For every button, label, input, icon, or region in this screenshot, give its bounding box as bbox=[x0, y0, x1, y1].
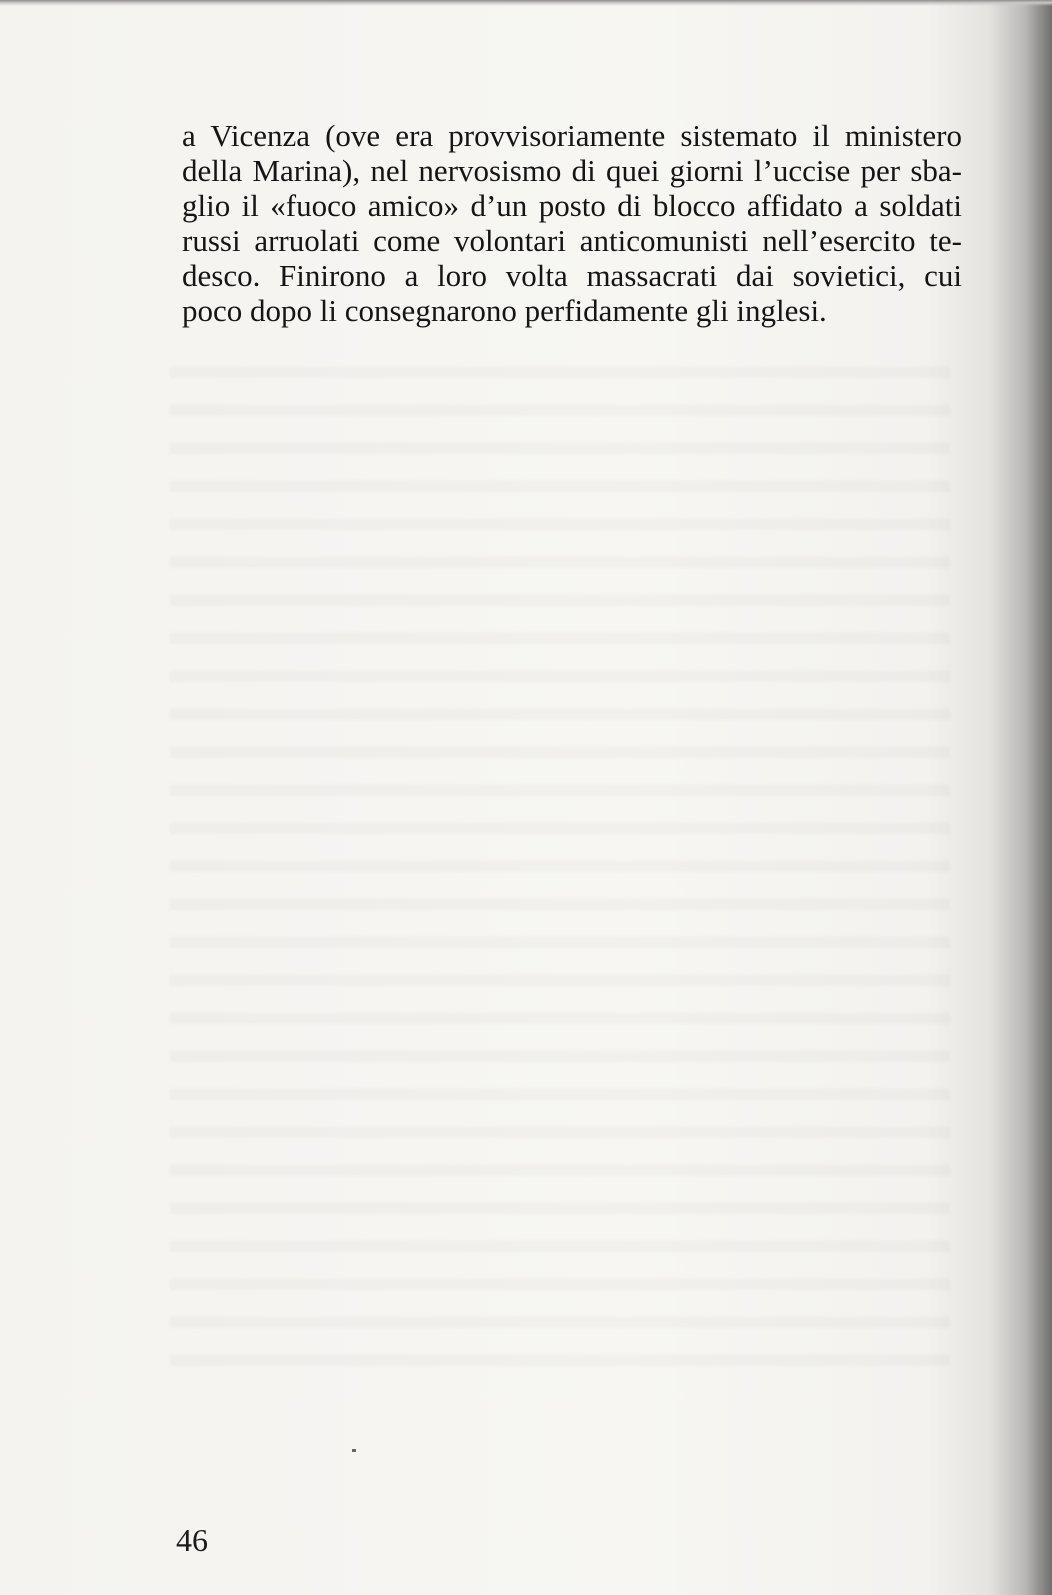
text-line: della Marina), nel nervosismo di quei giorni l’uccise per sba- bbox=[182, 153, 962, 188]
body-paragraph bbox=[182, 118, 962, 328]
ink-speck bbox=[352, 1449, 356, 1452]
page-top-edge bbox=[0, 0, 1052, 6]
bleed-through-text bbox=[170, 340, 950, 1390]
text-line: desco. Finirono a loro volta massacrati dai sovietici, cui bbox=[182, 258, 962, 293]
page-number: 46 bbox=[176, 1522, 208, 1558]
text-line-last: poco dopo li consegnarono perfidamente gli inglesi. bbox=[182, 293, 827, 328]
text-line: russi arruolati come volontari anticomunisti nell’esercito te- bbox=[182, 223, 962, 258]
text-line: a Vicenza (ove era provvisoriamente sistemato il ministero bbox=[182, 118, 962, 153]
text-line: glio il «fuoco amico» d’un posto di blocco affidato a soldati bbox=[182, 188, 962, 223]
